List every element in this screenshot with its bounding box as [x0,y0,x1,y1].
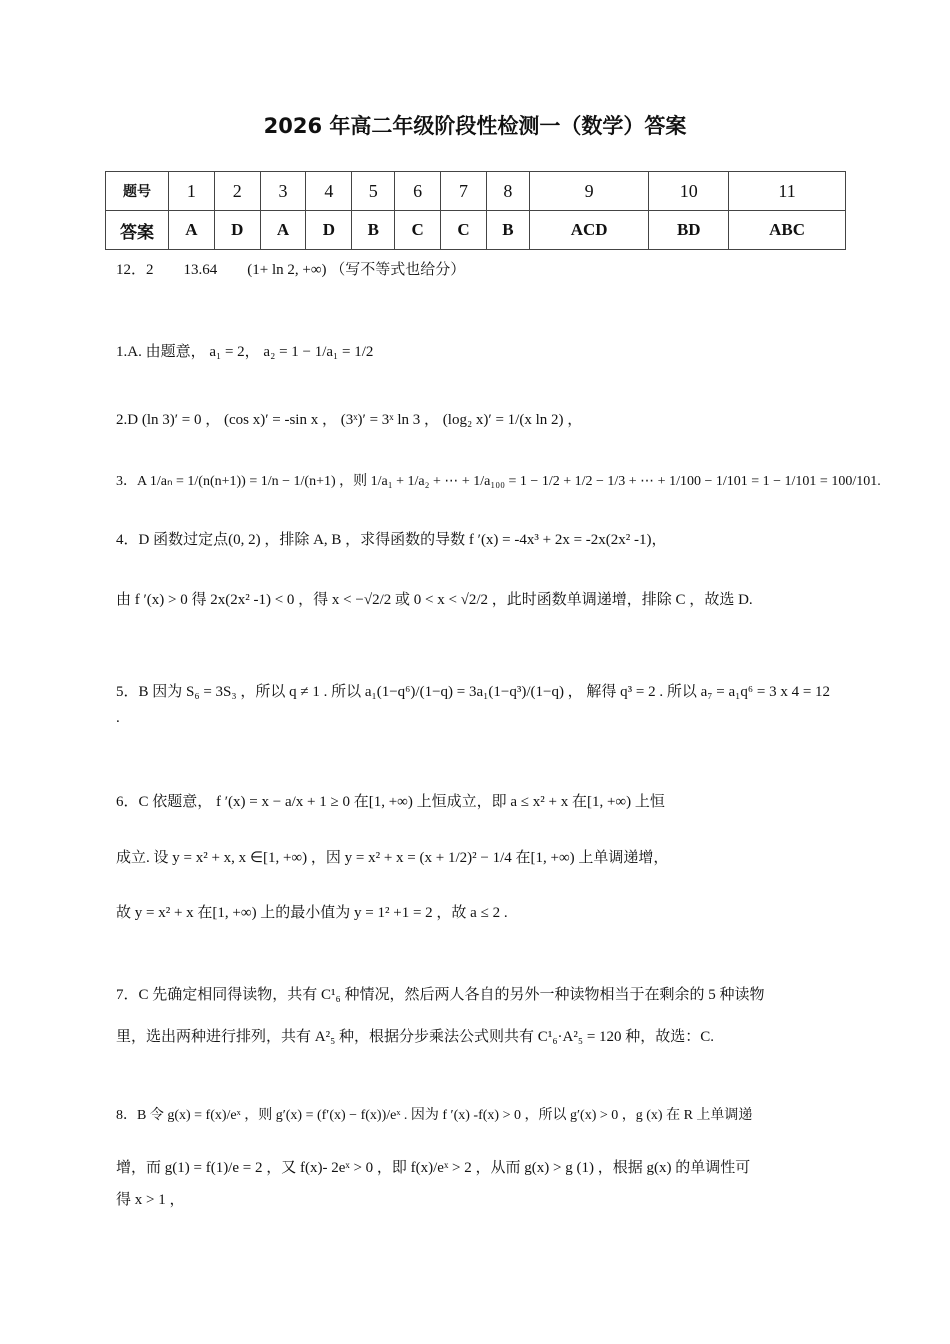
table-cell: 9 [529,172,648,211]
solution-line: 6．C 依题意， f ′(x) = x − a/x + 1 ≥ 0 在[1, +∞) 上恒成立，即 a ≤ x² + x 在[1, +∞) 上恒 [116,794,665,810]
table-cell: D [306,211,352,250]
solution-line: 5．B 因为 S₆ = 3S₃ ，所以 q ≠ 1 . 所以 a₁(1−q⁶)/(1−q) = 3a₁(1−q³)/(1−q) ， 解得 q³ = 2 . 所以 a₇ = a₁q⁶ = 3 x 4 = 12 [116,684,831,700]
solution-line: 7．C 先确定相同得读物，共有 C¹₆ 种情况，然后两人各自的另外一种读物相当于在剩余的 5 种读物 [116,987,765,1003]
table-cell: B [352,211,395,250]
table-cell: 7 [441,172,487,211]
table-cell: 3 [260,172,306,211]
table-cell: 6 [395,172,441,211]
solution-line: 得 x > 1 ， [116,1192,185,1208]
row-header: 答案 [106,211,169,250]
solution-line: 增，而 g(1) = f(1)/e = 2 ，又 f(x)- 2eˣ > 0 ，即 f(x)/eˣ > 2 ，从而 g(x) > g (1) ，根据 g(x) 的单调性可 [116,1160,751,1176]
solution-line: 8．B 令 g(x) = f(x)/eˣ ，则 g′(x) = (f′(x) − f(x))/eˣ . 因为 f ′(x) -f(x) > 0 ，所以 g′(x) > 0 ，g (x) 在 R 上单调递 [116,1108,753,1123]
table-cell: 5 [352,172,395,211]
table-cell: ACD [529,211,648,250]
table-cell: 1 [169,172,215,211]
solution-line: 4．D 函数过定点(0, 2) ，排除 A, B ，求得函数的导数 f ′(x) = -4x³ + 2x = -2x(2x² -1)， [116,532,667,548]
table-cell: B [486,211,529,250]
table-cell: D [214,211,260,250]
table-cell: BD [649,211,729,250]
table-row [106,211,846,250]
table-cell: 8 [486,172,529,211]
solution-line: 2.D (ln 3)′ = 0 ， (cos x)′ = -sin x ， (3ˣ)′ = 3ˣ ln 3 ， (log₂ x)′ = 1/(x ln 2) ， [116,412,583,428]
table-cell: A [260,211,306,250]
table-cell: 4 [306,172,352,211]
page-title: 2026 年高二年级阶段性检测一（数学）答案 [263,114,687,138]
solution-line: 3．A 1/aₙ = 1/(n(n+1)) = 1/n − 1/(n+1) ，则 1/a₁ + 1/a₂ + ⋯ + 1/a₁₀₀ = 1 − 1/2 + 1/2 − 1/3 + ⋯ + 1/100 − 1/101 = 1 − 1/101 = 100/101. [116,474,881,489]
table-cell: 10 [649,172,729,211]
table-cell: C [395,211,441,250]
table-cell: ABC [729,211,846,250]
solution-line: 由 f ′(x) > 0 得 2x(2x² -1) < 0 ，得 x < −√2/2 或 0 < x < √2/2 ，此时函数单调递增，排除 C ，故选 D. [116,592,753,608]
answer-table [105,171,846,250]
solution-line: 里，选出两种进行排列，共有 A²₅ 种，根据分步乘法公式则共有 C¹₆·A²₅ = 120 种，故选：C. [116,1029,715,1045]
solution-line: 成立. 设 y = x² + x, x ∈[1, +∞) ，因 y = x² + x = (x + 1/2)² − 1/4 在[1, +∞) 上单调递增， [116,850,669,866]
table-cell: A [169,211,215,250]
solution-line: . [116,710,120,726]
row-header: 题号 [106,172,169,211]
table-row [106,172,846,211]
table-cell: C [441,211,487,250]
table-cell: 2 [214,172,260,211]
solution-line: 故 y = x² + x 在[1, +∞) 上的最小值为 y = 1² +1 = 2 ，故 a ≤ 2 . [116,905,508,921]
table-cell: 11 [729,172,846,211]
solution-line: 1.A. 由题意， a₁ = 2， a₂ = 1 − 1/a₁ = 1/2 [116,344,374,360]
fill-in-answers: 12．2 13.64 (1+ ln 2, +∞) （写不等式也给分） [116,262,466,278]
